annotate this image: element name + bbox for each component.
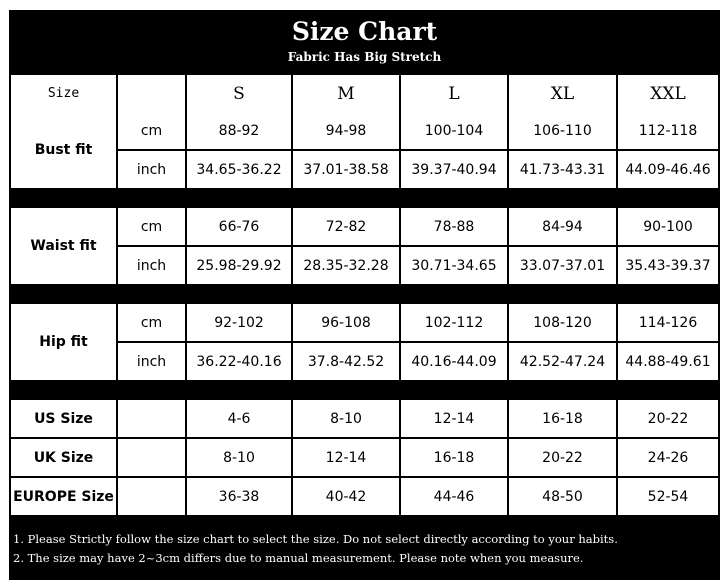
bust-inch-value: 41.73-43.31 [509, 151, 616, 188]
uk-size-value: 12-14 [293, 439, 399, 476]
waist-inch-value: 35.43-39.37 [618, 247, 718, 284]
hip-cm-value: 102-112 [401, 304, 507, 341]
waist-cm-value: 84-94 [509, 208, 616, 245]
bust-inch-value: 37.01-38.58 [293, 151, 399, 188]
uk-size-value: 8-10 [187, 439, 291, 476]
size-header-s: S [187, 75, 291, 112]
bust-cm-unit: cm [118, 112, 185, 149]
waist-cm-value: 72-82 [293, 208, 399, 245]
note-1: 1. Please Strictly follow the size chart to select the size. Do not select directly according to your habits. [13, 532, 618, 546]
uk-size-blank [118, 439, 185, 476]
us-size-label: US Size [11, 400, 116, 437]
bust-cm-value: 88-92 [187, 112, 291, 149]
waist-inch-unit: inch [118, 247, 185, 284]
bust-inch-value: 44.09-46.46 [618, 151, 718, 188]
bust-cm-value: 106-110 [509, 112, 616, 149]
uk-size-value: 20-22 [509, 439, 616, 476]
size-header-xxl: XXL [618, 75, 718, 112]
bust-cm-value: 100-104 [401, 112, 507, 149]
waist-inch-value: 28.35-32.28 [293, 247, 399, 284]
hip-cm-value: 114-126 [618, 304, 718, 341]
uk-size-value: 24-26 [618, 439, 718, 476]
hip-inch-value: 36.22-40.16 [187, 343, 291, 380]
bust-inch-value: 34.65-36.22 [187, 151, 291, 188]
size-header-label: Size [11, 75, 116, 112]
waist-inch-value: 30.71-34.65 [401, 247, 507, 284]
europe-size-value: 40-42 [293, 478, 399, 515]
hip-inch-unit: inch [118, 343, 185, 380]
chart-subtitle: Fabric Has Big Stretch [287, 50, 442, 64]
europe-size-value: 44-46 [401, 478, 507, 515]
us-size-value: 4-6 [187, 400, 291, 437]
us-size-value: 16-18 [509, 400, 616, 437]
chart-header [9, 10, 720, 72]
chart-title: Size Chart [291, 17, 438, 46]
us-size-blank [118, 400, 185, 437]
waist-fit-label: Waist fit [11, 208, 116, 284]
hip-cm-value: 96-108 [293, 304, 399, 341]
bust-fit-label: Bust fit [11, 112, 116, 188]
hip-cm-value: 108-120 [509, 304, 616, 341]
waist-cm-unit: cm [118, 208, 185, 245]
waist-inch-value: 25.98-29.92 [187, 247, 291, 284]
note-2: 2. The size may have 2~3cm differs due to manual measurement. Please note when you measure. [13, 551, 584, 565]
us-size-value: 20-22 [618, 400, 718, 437]
waist-cm-value: 90-100 [618, 208, 718, 245]
bust-inch-value: 39.37-40.94 [401, 151, 507, 188]
us-size-value: 12-14 [401, 400, 507, 437]
hip-inch-value: 40.16-44.09 [401, 343, 507, 380]
europe-size-label: EUROPE Size [11, 478, 116, 515]
uk-size-label: UK Size [11, 439, 116, 476]
size-header-xl: XL [509, 75, 616, 112]
bust-cm-value: 94-98 [293, 112, 399, 149]
europe-size-value: 36-38 [187, 478, 291, 515]
bust-cm-value: 112-118 [618, 112, 718, 149]
uk-size-value: 16-18 [401, 439, 507, 476]
waist-cm-value: 78-88 [401, 208, 507, 245]
europe-size-blank [118, 478, 185, 515]
waist-inch-value: 33.07-37.01 [509, 247, 616, 284]
hip-cm-value: 92-102 [187, 304, 291, 341]
size-header-l: L [401, 75, 507, 112]
hip-fit-label: Hip fit [11, 304, 116, 380]
europe-size-value: 52-54 [618, 478, 718, 515]
hip-cm-unit: cm [118, 304, 185, 341]
size-header-blank [118, 75, 185, 112]
size-chart [9, 10, 720, 580]
size-header-m: M [293, 75, 399, 112]
hip-inch-value: 42.52-47.24 [509, 343, 616, 380]
waist-cm-value: 66-76 [187, 208, 291, 245]
notes [9, 522, 720, 580]
bust-inch-unit: inch [118, 151, 185, 188]
europe-size-value: 48-50 [509, 478, 616, 515]
us-size-value: 8-10 [293, 400, 399, 437]
hip-inch-value: 37.8-42.52 [293, 343, 399, 380]
hip-inch-value: 44.88-49.61 [618, 343, 718, 380]
